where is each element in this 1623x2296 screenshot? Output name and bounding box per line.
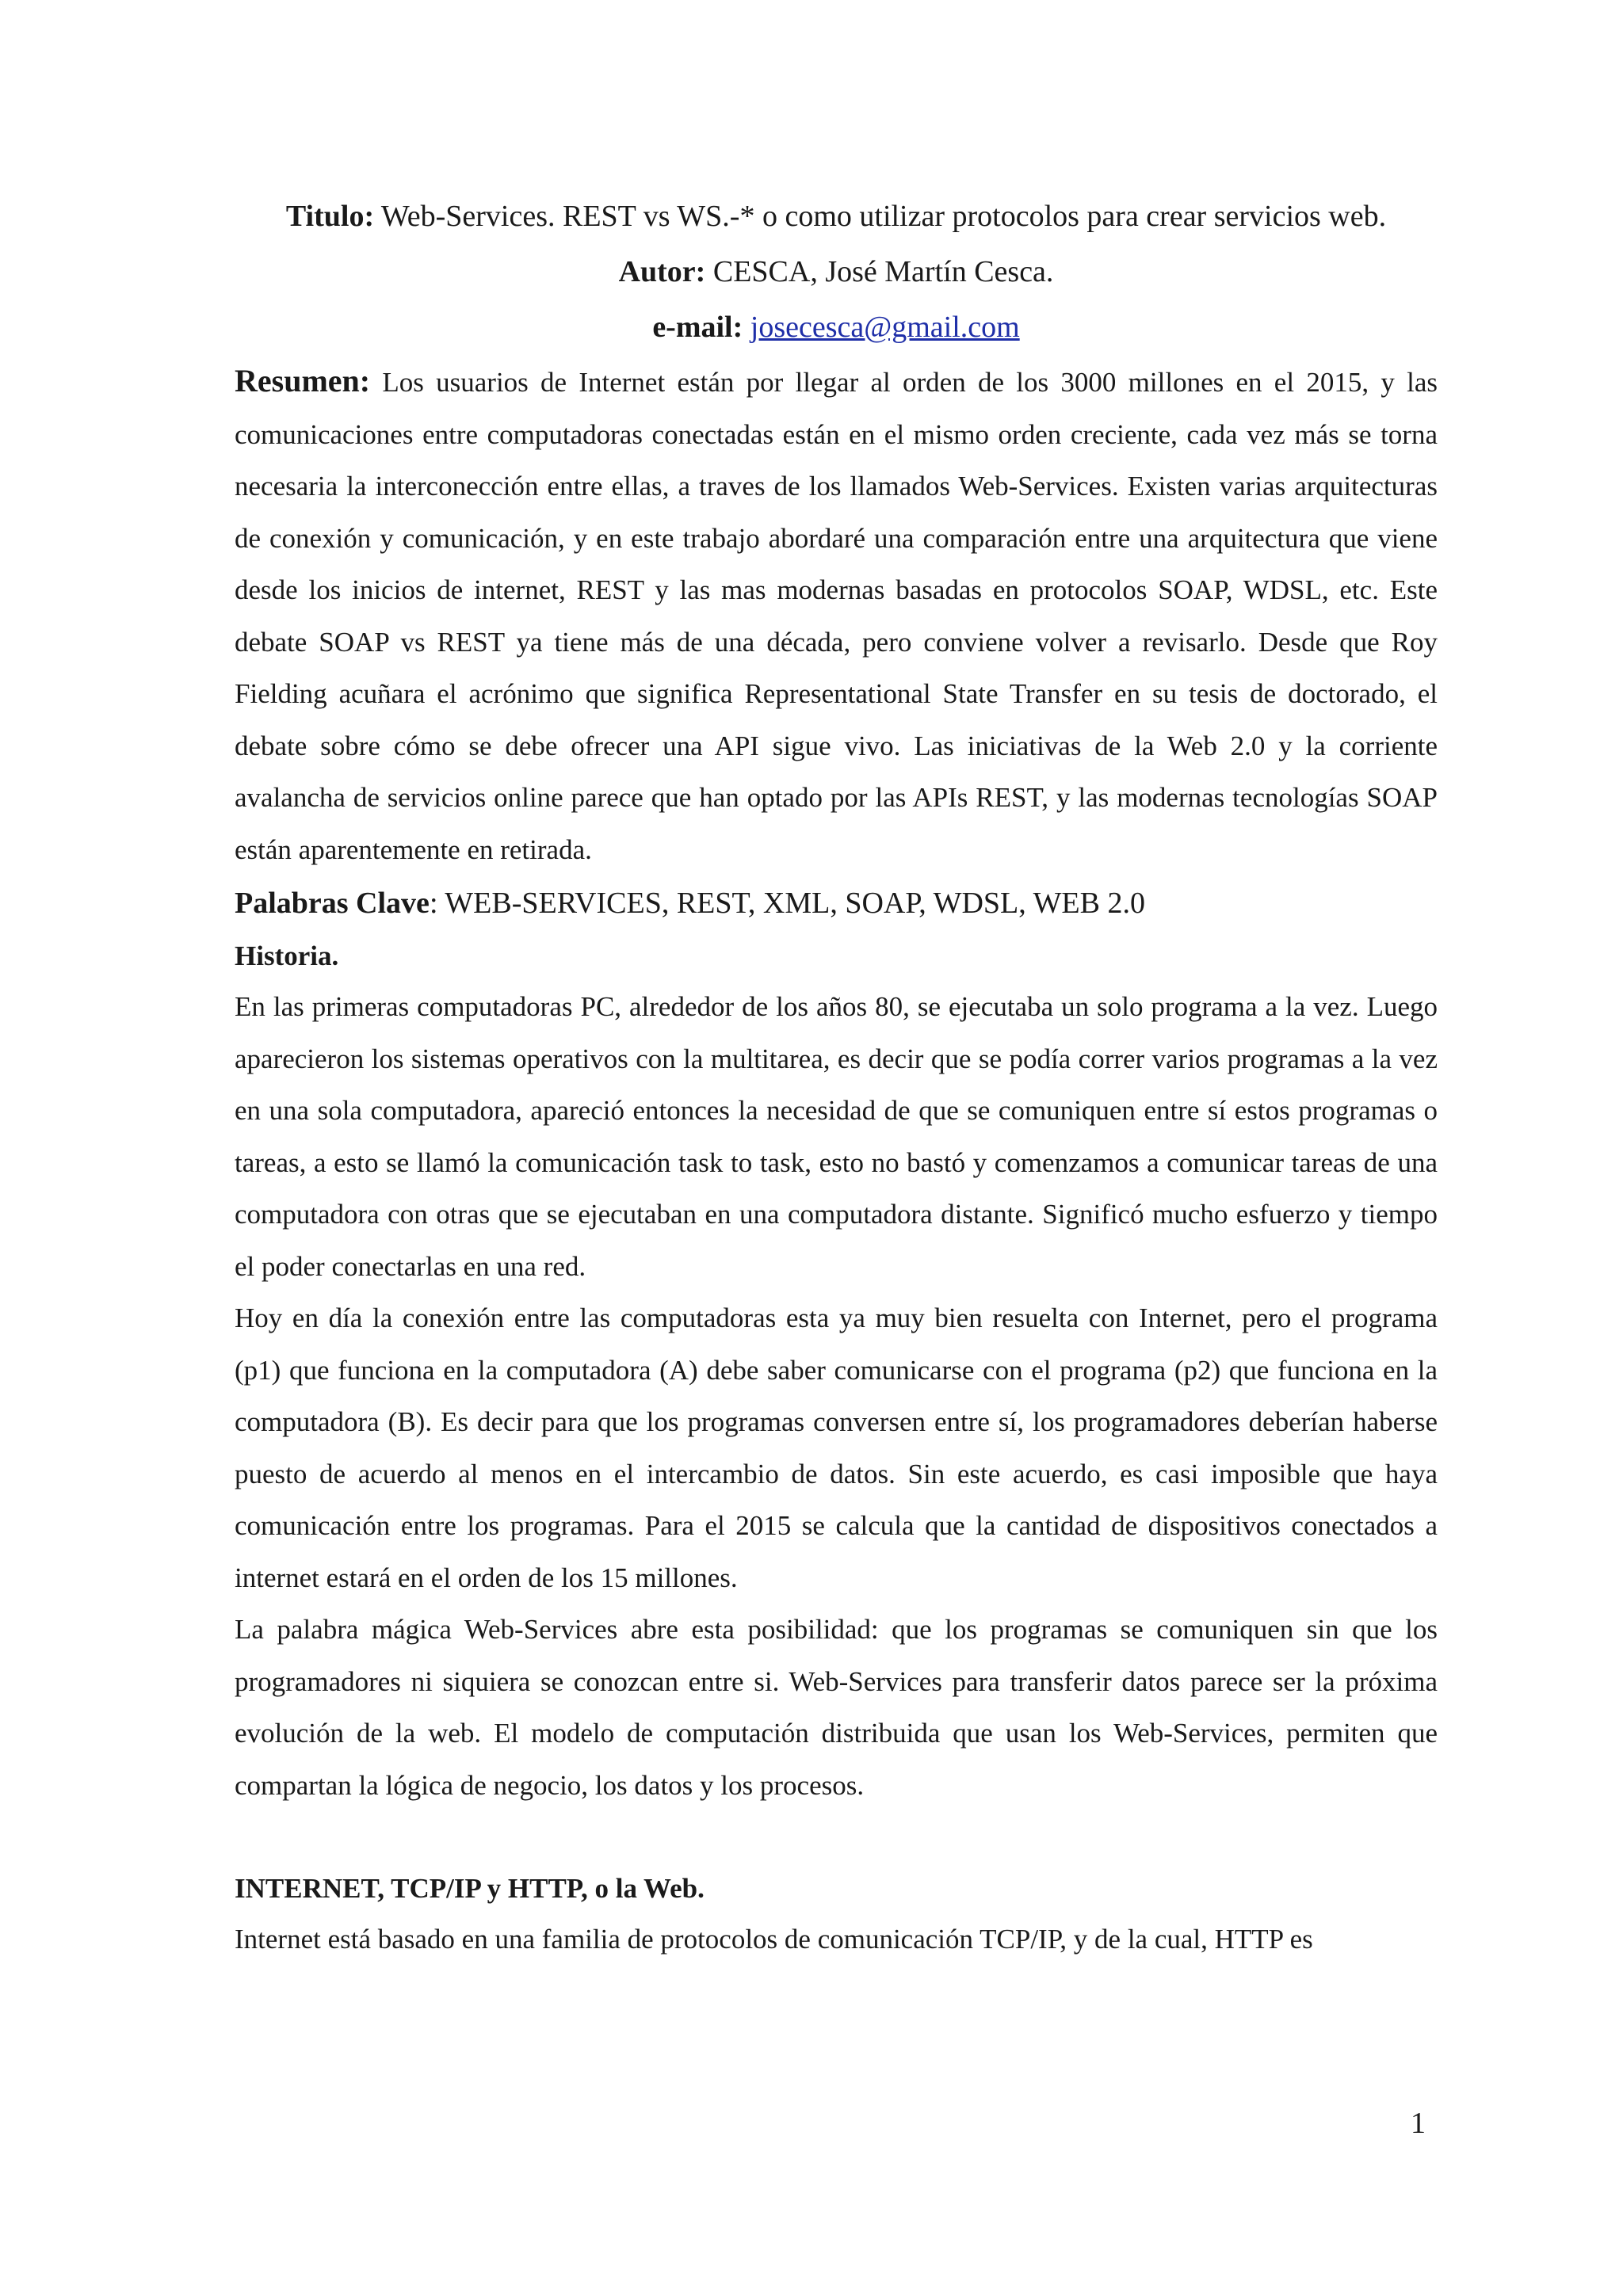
abstract-text: Los usuarios de Internet están por llegar al orden de los 3000 millones en el 2015, y las comunicaciones entre computadoras conectadas están en el mismo orden creciente, cada vez más se torna necesaria la interconección entre ellas, a traves de los llamados Web-Services. Existen varias arquitecturas de conexión y comunicación, y en este trabajo abordaré una comparación entre una arquitectura que viene desde los inicios de internet, REST y las mas modernas basadas en protocolos SOAP, WDSL, etc. Este debate SOAP vs REST ya tiene más de una década, pero conviene volver a revisarlo. Desde que Roy Fielding acuñara el acrónimo que significa Representational State Transfer en su tesis de doctorado, el debate sobre cómo se debe ofrecer una API sigue vivo. Las iniciativas de la Web 2.0 y la corriente avalancha de servicios online parece que han optado por las APIs REST, y las modernas tecnologías SOAP están aparentemente en retirada. [235,367,1438,865]
author-text: CESCA, José Martín Cesca. [705,255,1054,288]
keywords-line [235,875,1438,931]
keywords-label: Palabras Clave [235,887,430,920]
history-paragraph-3: La palabra mágica Web-Services abre esta posibilidad: que los programas se comuniquen sin que los programadores ni siquiera se conozcan entre si. Web-Services para transferir datos parece ser la próxima evolución de la web. El modelo de computación distribuida que usan los Web-Services, permiten que compartan la lógica de negocio, los datos y los procesos. [235,1614,1438,1801]
document-page [235,189,1438,1966]
history-paragraph-2: Hoy en día la conexión entre las computadoras esta ya muy bien resuelta con Internet, pero el programa (p1) que funciona en la computadora (A) debe saber comunicarse con el programa (p2) que funciona en la computadora (B). Es decir para que los programas conversen entre sí, los programadores deberían haberse puesto de acuerdo al menos en el intercambio de datos. Sin este acuerdo, es casi imposible que haya comunicación entre los programas. Para el 2015 se calcula que la cantidad de dispositivos conectados a internet estará en el orden de los 15 millones. [235,1302,1438,1593]
email-line [235,299,1438,355]
page-number: 1 [1411,2107,1426,2140]
abstract-paragraph [235,355,1438,875]
title-line [235,189,1438,244]
history-paragraph-1: En las primeras computadoras PC, alrededor de los años 80, se ejecutaba un solo programa a la vez. Luego aparecieron los sistemas operativos con la multitarea, es decir que se podía correr varios programas a la vez en una sola computadora, apareció entonces la necesidad de que se comuniquen entre sí estos programas o tareas, a esto se llamó la comunicación task to task, esto no bastó y comenzamos a comunicar tareas de una computadora con otras que se ejecutaban en una computadora distante. Significó mucho esfuerzo y tiempo el poder conectarlas en una red. [235,991,1438,1282]
author-label: Autor: [618,255,706,288]
section-heading-history: Historia. [235,940,339,971]
internet-paragraph-1: Internet está basado en una familia de protocolos de comunicación TCP/IP, y de la cual, HTTP es [235,1924,1313,1955]
keywords-text: : WEB-SERVICES, REST, XML, SOAP, WDSL, WEB 2.0 [429,887,1145,920]
title-label: Titulo: [285,200,375,233]
abstract-label: Resumen: [235,363,371,399]
author-line [235,244,1438,299]
email-link[interactable]: josecesca@gmail.com [750,311,1020,344]
spacer [235,1811,1438,1863]
section-heading-internet: INTERNET, TCP/IP y HTTP, o la Web. [235,1873,705,1904]
title-text: Web-Services. REST vs WS.-* o como utilizar protocolos para crear servicios web. [374,200,1387,233]
email-label: e-mail: [652,311,743,344]
